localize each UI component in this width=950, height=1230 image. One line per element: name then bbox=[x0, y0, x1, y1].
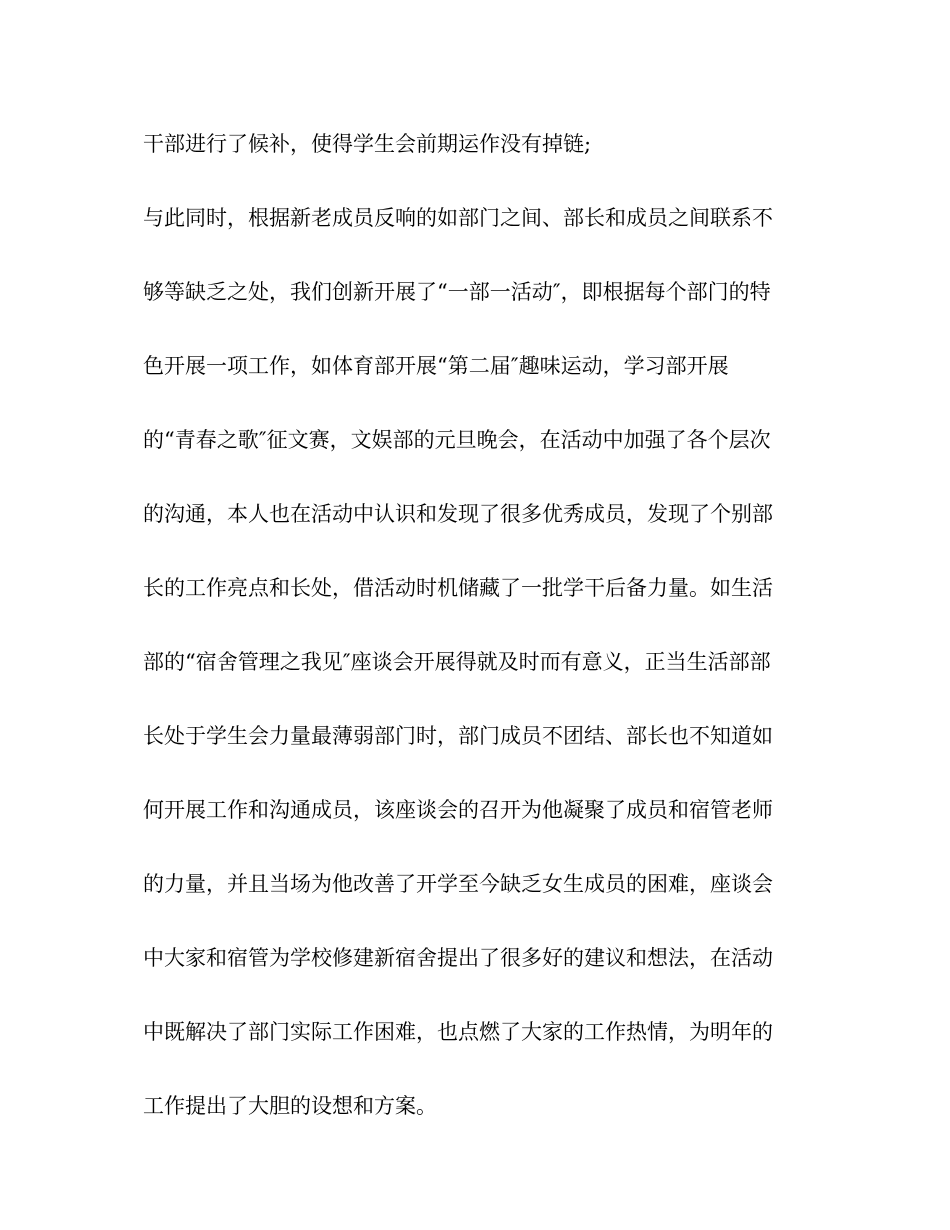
text-line: 的沟通，本人也在活动中认识和发现了很多优秀成员，发现了个别部 bbox=[143, 502, 773, 526]
text-line: 长处于学生会力量最薄弱部门时，部门成员不团结、部长也不知道如 bbox=[143, 724, 773, 748]
text-line: 色开展一项工作，如体育部开展“第二届″趣味运动，学习部开展 bbox=[143, 354, 729, 378]
text-line: 干部进行了候补，使得学生会前期运作没有掉链; bbox=[143, 132, 592, 156]
text-line: 与此同时，根据新老成员反响的如部门之间、部长和成员之间联系不 bbox=[143, 206, 773, 230]
text-line: 够等缺乏之处，我们创新开展了“一部一活动″，即根据每个部门的特 bbox=[143, 280, 771, 304]
text-line: 中大家和宿管为学校修建新宿舍提出了很多好的建议和想法，在活动 bbox=[143, 946, 773, 970]
text-line: 部的“宿舍管理之我见″座谈会开展得就及时而有意义，正当生活部部 bbox=[143, 650, 771, 674]
text-line: 中既解决了部门实际工作困难，也点燃了大家的工作热情，为明年的 bbox=[143, 1020, 773, 1044]
text-line: 何开展工作和沟通成员，该座谈会的召开为他凝聚了成员和宿管老师 bbox=[143, 798, 773, 822]
text-line: 的力量，并且当场为他改善了开学至今缺乏女生成员的困难，座谈会 bbox=[143, 872, 773, 896]
text-line: 的“青春之歌″征文赛，文娱部的元旦晚会，在活动中加强了各个层次 bbox=[143, 428, 771, 452]
text-line: 工作提出了大胆的设想和方案。 bbox=[143, 1094, 437, 1118]
body-text bbox=[143, 128, 823, 1164]
text-line: 长的工作亮点和长处，借活动时机储藏了一批学干后备力量。如生活 bbox=[143, 576, 773, 600]
